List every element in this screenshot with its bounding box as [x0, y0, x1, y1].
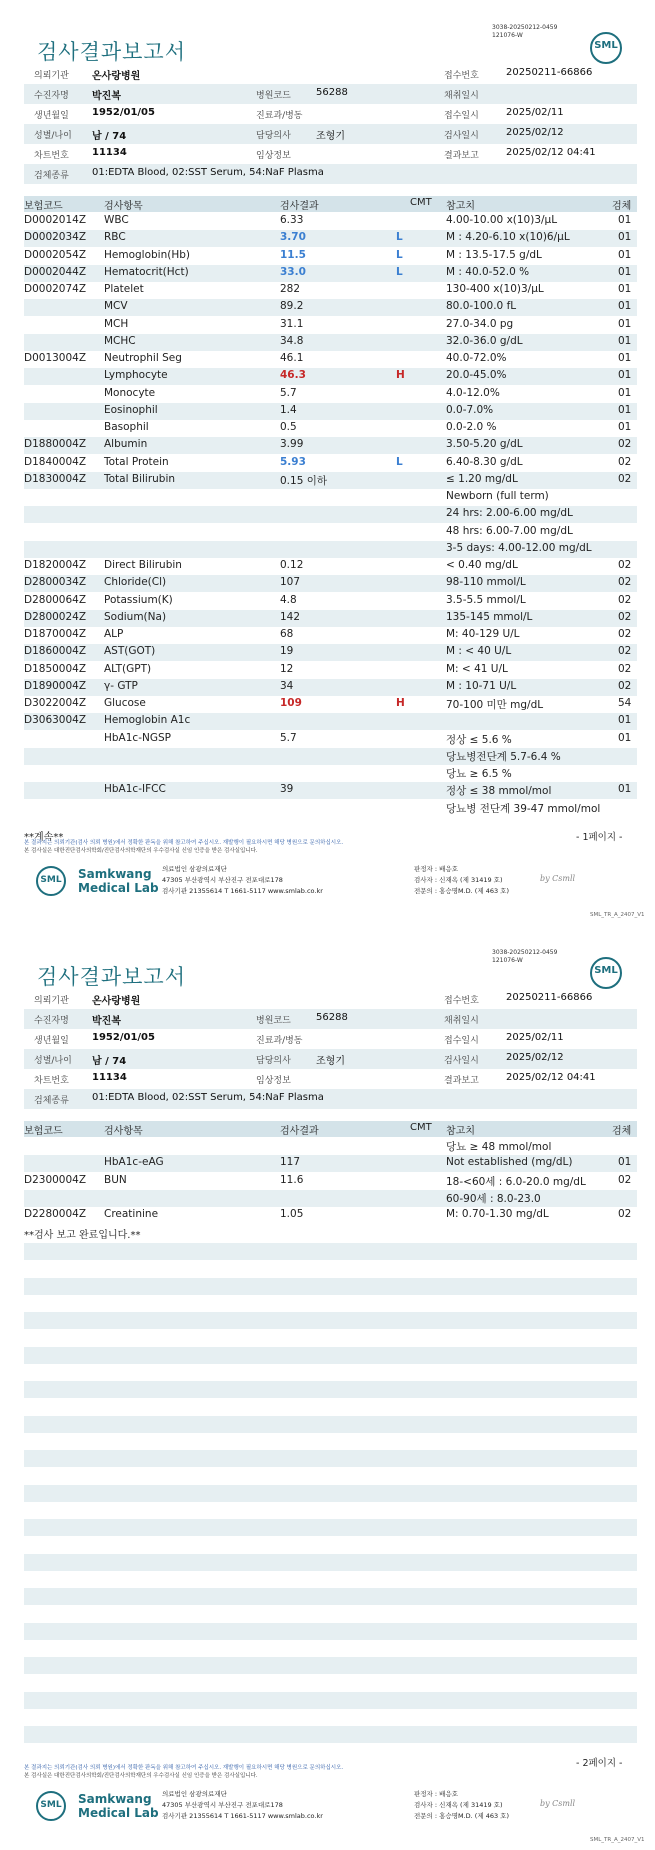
specimen-code: 02	[618, 628, 632, 640]
table-row	[24, 1155, 637, 1172]
specimen-code: 01	[618, 783, 632, 796]
table-row	[24, 437, 637, 454]
test-name: ALT(GPT)	[104, 662, 152, 675]
specimen-code: 01	[618, 300, 632, 313]
empty-row	[24, 1519, 637, 1536]
test-result: 11.6	[280, 1173, 304, 1186]
reference-range: 정상 ≤ 5.6 %	[446, 733, 512, 746]
reference-range: 4.0-12.0%	[446, 386, 500, 399]
specimen-code: 01	[618, 317, 632, 330]
table-row	[24, 524, 637, 541]
specimen-code: 02	[618, 472, 632, 485]
table-row	[24, 1207, 637, 1224]
insurance-code: D1820004Z	[24, 559, 87, 571]
table-row	[24, 644, 637, 661]
reference-range: 4.00-10.00 x(10)3/μL	[446, 214, 558, 226]
reference-range: M : 40.0-52.0 %	[446, 265, 530, 278]
table-row	[24, 420, 637, 437]
page-title: 검사결과보고서	[37, 40, 187, 64]
table-row	[24, 472, 637, 489]
table-row	[24, 299, 637, 316]
empty-row	[24, 1536, 637, 1553]
empty-row	[24, 1243, 637, 1260]
insurance-code: D1890004Z	[24, 679, 87, 692]
table-row	[24, 282, 637, 299]
specimen-code: 01	[618, 231, 632, 244]
staff-info: 판정자 : 배응호 검사자 : 신재옥 (제 31419 호) 전문의 : 홍승명M.D. (제 463 호)	[414, 865, 509, 895]
specimen-code: 01	[618, 403, 632, 416]
result-flag: H	[396, 369, 405, 382]
test-result: 5.7	[280, 731, 297, 744]
report-page-2: 3038-20250212-0459 121076-W 검사결과보고서 SML 의뢰기관 온사랑병원 접수번호 20250211-66866 수진자명 박진복 병원코드 56288 채취일시 생년월일 1952/01/05 진료과/병동 접수일시 2025/02/11 성별/나이 남 / 74 담당의사 조형기 검사일시 2025/02/12 차트번호 11134 임상정보 결과보고 2025/02/12 04:41 검체종류 01:EDTA Blood, 02:SST Serum, 54:NaF Plasma 보험코드 검사항목 검사결과 CMT 참고치 검체 당뇨 ≥ 48 mmol/mol HbA1c-eAG 117 Not established (mg/dL) 01 D2300004Z BUN 11.6 18-<60세 : 6.0-20.0 mg/dL 02 60-90세 : 8.0-23.0 D2280004Z Creatinine 1.05 M: 0.70-1.30 mg/dL 02 **검사 보고 완료입니다.** 본 결과지는 의뢰기관(검사 의뢰 병원)에서 정확한 판독을 위해 참고하여 주십시오. 재발행이 필요하시면 해당 병원으로 문의하십시오. - 2페이지 - 본 검사실은 대한진단검사의학회/진단검사의학재단의 우수검사실 신임 인증을 받은 검사실입니다. SML Samkwang Medical Lab 의료법인 삼광의료재단 47305 부산광역시 부산진구 전포대로178 검사기관 21355614 T 1661-5117 www.smlab.co.kr 판정자 : 배응호 검사자 : 신재옥 (제 31419 호) 전문의 : 홍승명M.D. (제 463 호) by Csmll SML_TR_A_2407_V1	[24, 949, 645, 1843]
empty-row	[24, 1433, 637, 1450]
test-name: Total Bilirubin	[104, 472, 176, 485]
table-row	[24, 265, 637, 282]
test-name: BUN	[104, 1173, 127, 1186]
reference-range: 20.0-45.0%	[446, 369, 507, 382]
certification-note: 본 검사실은 대한진단검사의학회/진단검사의학재단의 우수검사실 신임 인증을 받은 검사실입니다.	[24, 1773, 258, 1779]
test-name: Chloride(Cl)	[104, 576, 167, 589]
org-name: Samkwang Medical Lab	[78, 867, 159, 895]
results-table-header: 보험코드 검사항목 검사결과 CMT 참고치 검체	[24, 196, 637, 212]
test-name: Sodium(Na)	[104, 610, 167, 623]
empty-row	[24, 1674, 637, 1691]
insurance-code: D1870004Z	[24, 628, 87, 640]
test-result: 109	[280, 697, 302, 709]
table-row	[24, 800, 637, 817]
test-name: Potassium(K)	[104, 593, 173, 606]
insurance-code: D1830004Z	[24, 472, 87, 485]
specimen-code: 01	[618, 334, 632, 347]
result-flag: L	[396, 231, 403, 244]
reference-range: M : < 40 U/L	[446, 645, 512, 658]
insurance-code: D0013004Z	[24, 352, 87, 364]
result-flag: L	[396, 265, 403, 278]
test-name: Monocyte	[104, 386, 156, 399]
test-name: Eosinophil	[104, 403, 158, 416]
table-row	[24, 679, 637, 696]
empty-row	[24, 1278, 637, 1295]
empty-row	[24, 1364, 637, 1381]
disclaimer-note: 본 결과지는 의뢰기관(검사 의뢰 병원)에서 정확한 판독을 위해 참고하여 주십시오. 재발행이 필요하시면 해당 병원으로 문의하십시오.	[24, 1765, 344, 1771]
test-result: 31.1	[280, 317, 304, 330]
insurance-code: D2800024Z	[24, 610, 87, 623]
test-result: 19	[280, 645, 294, 658]
signature: by Csmll	[540, 1799, 576, 1808]
test-result: 89.2	[280, 300, 304, 313]
test-name: Hemoglobin(Hb)	[104, 248, 191, 261]
table-row	[24, 230, 637, 247]
reference-range: 3.50-5.20 g/dL	[446, 438, 523, 451]
empty-row	[24, 1485, 637, 1502]
reference-range: 70-100 미만 mg/dL	[446, 699, 544, 711]
test-result: 39	[280, 783, 294, 796]
document-id: 3038-20250212-0459 121076-W	[492, 949, 558, 964]
report-date-value: 2025/02/12 04:41	[506, 1072, 596, 1083]
test-result: 0.12	[280, 559, 304, 571]
test-result: 34.8	[280, 334, 304, 347]
insurance-code: D3063004Z	[24, 714, 87, 727]
test-result: 68	[280, 628, 294, 640]
sml-logo-text: SML	[594, 40, 618, 51]
reference-range: 40.0-72.0%	[446, 352, 507, 364]
test-result: 34	[280, 679, 294, 692]
empty-row	[24, 1450, 637, 1467]
test-result: 3.99	[280, 438, 304, 451]
empty-row	[24, 1726, 637, 1743]
test-result: 1.4	[280, 403, 297, 416]
test-name: Albumin	[104, 438, 148, 451]
specimen-code: 01	[618, 352, 632, 364]
table-row	[24, 489, 637, 506]
table-row	[24, 368, 637, 385]
test-name: MCV	[104, 300, 128, 313]
specimen-code: 02	[618, 1208, 632, 1220]
chart-no-value: 11134	[92, 147, 127, 158]
table-row	[24, 696, 637, 713]
empty-row	[24, 1295, 637, 1312]
empty-row	[24, 1571, 637, 1588]
table-row	[24, 748, 637, 765]
empty-row	[24, 1657, 637, 1674]
table-row	[24, 317, 637, 334]
test-date-value: 2025/02/12	[506, 127, 564, 138]
specimen-value: 01:EDTA Blood, 02:SST Serum, 54:NaF Plasma	[92, 167, 324, 178]
test-name: Hemoglobin A1c	[104, 714, 191, 727]
table-row	[24, 782, 637, 799]
reference-range: 130-400 x(10)3/μL	[446, 283, 544, 295]
test-name: WBC	[104, 214, 129, 226]
test-date-value: 2025/02/12	[506, 1052, 564, 1063]
table-row	[24, 593, 637, 610]
doctor-value: 조형기	[316, 131, 345, 142]
test-result: 282	[280, 283, 301, 295]
reference-range: 60-90세 : 8.0-23.0	[446, 1192, 541, 1205]
test-result: 117	[280, 1156, 301, 1169]
test-name: Total Protein	[104, 455, 169, 468]
specimen-code: 02	[618, 679, 632, 692]
page-title: 검사결과보고서	[37, 965, 187, 989]
table-row	[24, 610, 637, 627]
insurance-code: D1840004Z	[24, 455, 87, 468]
certification-note: 본 검사실은 대한진단검사의학회/진단검사의학재단의 우수검사실 신임 인증을 받은 검사실입니다.	[24, 848, 258, 854]
reference-range: 당뇨병전단계 5.7-6.4 %	[446, 750, 561, 763]
empty-row	[24, 1398, 637, 1415]
disclaimer-note: 본 결과지는 의뢰기관(검사 의뢰 병원)에서 정확한 판독을 위해 참고하여 주십시오. 재발행이 필요하시면 해당 병원으로 문의하십시오.	[24, 840, 344, 846]
insurance-code: D0002044Z	[24, 265, 87, 278]
result-flag: H	[396, 697, 405, 709]
insurance-code: D0002054Z	[24, 248, 87, 261]
reference-range: < 0.40 mg/dL	[446, 559, 518, 571]
specimen-code: 02	[618, 645, 632, 658]
test-result: 46.1	[280, 352, 304, 364]
empty-row	[24, 1260, 637, 1277]
insurance-code: D2800064Z	[24, 593, 87, 606]
table-row	[24, 627, 637, 644]
empty-row	[24, 1329, 637, 1346]
specimen-code: 02	[618, 610, 632, 623]
birth-value: 1952/01/05	[92, 1032, 155, 1043]
specimen-value: 01:EDTA Blood, 02:SST Serum, 54:NaF Plasma	[92, 1092, 324, 1103]
result-flag: L	[396, 455, 403, 468]
test-name: HbA1c-eAG	[104, 1156, 164, 1169]
specimen-code: 01	[618, 714, 632, 727]
specimen-code: 02	[618, 576, 632, 589]
chart-no-value: 11134	[92, 1072, 127, 1083]
reference-range: 3.5-5.5 mmol/L	[446, 593, 526, 606]
institution-value: 온사랑병원	[92, 71, 141, 82]
test-name: Neutrophil Seg	[104, 352, 182, 364]
specimen-code: 01	[618, 421, 632, 433]
table-row	[24, 765, 637, 782]
test-result: 0.15 이하	[280, 474, 328, 487]
table-row	[24, 1190, 637, 1207]
test-name: Creatinine	[104, 1208, 159, 1220]
org-address: 의료법인 삼광의료재단 47305 부산광역시 부산진구 전포대로178 검사기관 21355614 T 1661-5117 www.smlab.co.kr	[162, 865, 323, 895]
test-name: MCH	[104, 317, 129, 330]
document-id: 3038-20250212-0459 121076-W	[492, 24, 558, 39]
report-page-1: 3038-20250212-0459 121076-W 검사결과보고서 SML 의뢰기관 온사랑병원 접수번호 20250211-66866 수진자명 박진복 병원코드 56288 채취일시 생년월일 1952/01/05 진료과/병동 접수일시 2025/02/11 성별/나이 남 / 74 담당의사 조형기 검사일시 2025/02/12 차트번호 11134 임상정보 결과보고 2025/02/12 04:41 검체종류 01:EDTA Blood, 02:SST Serum, 54:NaF Plasma 보험코드 검사항목 검사결과 CMT 참고치 검체 D0002014Z WBC 6.33 4.00-10.00 x(10)3/μL 01 D0002034Z RBC 3.70 L M : 4.20-6.10 x(10)6/μL 01 D0002054Z Hemoglobin(Hb) 11.5 L M : 13.5-17.5 g/dL 01 D0002044Z Hematocrit(Hct) 33.0 L M : 40.0-52.0 % 01 D0002074Z Platelet 282 130-400 x(10)3/μL 01 MCV 89.2 80.0-100.0 fL 01 MCH 31.1 27.0-34.0 pg 01 MCHC 34.8 32.0-36.0 g/dL 01 D0013004Z Neutrophil Seg 46.1 40.0-72.0% 01 Lymphocyte 46.3 H 20.0-45.0% 01 Monocyte 5.7 4.0-12.0% 01 Eosinophil 1.4 0.0-7.0% 01 Basophil 0.5 0.0-2.0 % 01 D1880004Z Albumin 3.99 3.50-5.20 g/dL 02 D1840004Z Total Protein 5.93 L 6.40-8.30 g/dL 02 D1830004Z Total Bilirubin 0.15 이하 ≤ 1.20 mg/dL 02 Newborn (full term) 24 hrs: 2.00-6.00 mg/dL 48 hrs: 6.00-7.00 mg/dL 3-5 days: 4.00-12.00 mg/dL D1820004Z Direct Bilirubin 0.12 < 0.40 mg/dL 02 D2800034Z Chloride(Cl) 107 98-110 mmol/L 02 D2800064Z Potassium(K) 4.8 3.5-5.5 mmol/L 02 D2800024Z Sodium(Na) 142 135-145 mmol/L 02 D1870004Z ALP 68 M: 40-129 U/L 02 D1860004Z AST(GOT) 19 M : < 40 U/L 02 D1850004Z ALT(GPT) 12 M: < 41 U/L 02 D1890004Z γ- GTP 34 M : 10-71 U/L 02 D3022004Z Glucose 109 H 70-100 미만 mg/dL 54 D3063004Z Hemoglobin A1c 01 HbA1c-NGSP 5.7 정상 ≤ 5.6 % 01 당뇨병전단계 5.7-6.4 % 당뇨 ≥ 6.5 % HbA1c-IFCC 39 정상 ≤ 38 mmol/mol 01 당뇨병 전단계 39-47 mmol/mol **계속** - 1페이지 - 본 결과지는 의뢰기관(검사 의뢰 병원)에서 정확한 판독을 위해 참고하여 주십시오. 재발행이 필요하시면 해당 병원으로 문의하십시오. 본 검사실은 대한진단검사의학회/진단검사의학재단의 우수검사실 신임 인증을 받은 검사실입니다. SML Samkwang Medical Lab 의료법인 삼광의료재단 47305 부산광역시 부산진구 전포대로178 검사기관 21355614 T 1661-5117 www.smlab.co.kr 판정자 : 배응호 검사자 : 신재옥 (제 31419 호) 전문의 : 홍승명M.D. (제 463 호) by Csmll SML_TR_A_2407_V1	[24, 24, 645, 918]
specimen-code: 02	[618, 559, 632, 571]
receipt-no-value: 20250211-66866	[506, 67, 593, 78]
report-date-value: 2025/02/12 04:41	[506, 147, 596, 158]
reference-range: M : 10-71 U/L	[446, 679, 517, 692]
empty-row	[24, 1623, 637, 1640]
page-number: - 2페이지 -	[576, 1758, 623, 1769]
result-flag: L	[396, 248, 403, 261]
reference-range: 당뇨병 전단계 39-47 mmol/mol	[446, 802, 601, 815]
insurance-code: D1860004Z	[24, 645, 87, 658]
specimen-code: 02	[618, 1173, 632, 1186]
specimen-code: 02	[618, 593, 632, 606]
empty-row	[24, 1312, 637, 1329]
insurance-code: D0002014Z	[24, 214, 87, 226]
empty-row	[24, 1692, 637, 1709]
table-row	[24, 558, 637, 575]
reference-range: 80.0-100.0 fL	[446, 300, 517, 313]
empty-row	[24, 1588, 637, 1605]
continue-text: **계속**	[24, 832, 64, 843]
table-row	[24, 403, 637, 420]
reference-range: 27.0-34.0 pg	[446, 317, 514, 330]
table-row	[24, 248, 637, 265]
table-row	[24, 386, 637, 403]
sex-age-value: 남 / 74	[92, 1056, 127, 1067]
org-name: Samkwang Medical Lab	[78, 1792, 159, 1820]
signature: by Csmll	[540, 874, 576, 883]
test-result: 11.5	[280, 248, 306, 261]
insurance-code: D2300004Z	[24, 1173, 87, 1186]
insurance-code: D0002034Z	[24, 231, 87, 244]
test-name: Hematocrit(Hct)	[104, 265, 189, 278]
test-result: 5.7	[280, 386, 297, 399]
test-name: RBC	[104, 231, 126, 244]
specimen-code: 01	[618, 386, 632, 399]
insurance-code: D2280004Z	[24, 1208, 87, 1220]
table-row	[24, 351, 637, 368]
table-row	[24, 575, 637, 592]
reference-range: M : 4.20-6.10 x(10)6/μL	[446, 231, 570, 244]
insurance-code: D3022004Z	[24, 697, 87, 709]
birth-value: 1952/01/05	[92, 107, 155, 118]
reference-range: M: < 41 U/L	[446, 662, 508, 675]
reference-range: 당뇨 ≥ 6.5 %	[446, 768, 512, 780]
test-result: 3.70	[280, 231, 306, 244]
results-table-header: 보험코드 검사항목 검사결과 CMT 참고치 검체	[24, 1121, 637, 1137]
test-result: 6.33	[280, 214, 304, 226]
empty-row	[24, 1605, 637, 1622]
table-row	[24, 1138, 637, 1155]
reference-range: 98-110 mmol/L	[446, 576, 526, 589]
reference-range: 48 hrs: 6.00-7.00 mg/dL	[446, 524, 573, 537]
receipt-date-value: 2025/02/11	[506, 107, 564, 118]
receipt-no-value: 20250211-66866	[506, 992, 593, 1003]
reference-range: M : 13.5-17.5 g/dL	[446, 248, 542, 261]
specimen-code: 01	[618, 214, 632, 226]
test-result: 12	[280, 662, 294, 675]
specimen-code: 01	[618, 248, 632, 261]
test-result: 0.5	[280, 421, 297, 433]
table-row	[24, 541, 637, 558]
page-number: - 1페이지 -	[576, 832, 623, 843]
empty-row	[24, 1381, 637, 1398]
reference-range: M: 0.70-1.30 mg/dL	[446, 1208, 549, 1220]
reference-range: 135-145 mmol/L	[446, 610, 533, 623]
test-name: Basophil	[104, 421, 149, 433]
empty-row	[24, 1347, 637, 1364]
empty-row	[24, 1502, 637, 1519]
test-result: 1.05	[280, 1208, 304, 1220]
reference-range: 3-5 days: 4.00-12.00 mg/dL	[446, 541, 592, 554]
specimen-code: 01	[618, 265, 632, 278]
form-number: SML_TR_A_2407_V1	[590, 1837, 645, 1843]
test-name: Direct Bilirubin	[104, 559, 182, 571]
specimen-code: 54	[618, 697, 632, 709]
receipt-date-value: 2025/02/11	[506, 1032, 564, 1043]
specimen-code: 01	[618, 283, 632, 295]
test-result: 5.93	[280, 455, 306, 468]
reference-range: 18-<60세 : 6.0-20.0 mg/dL	[446, 1175, 586, 1188]
sml-logo-text: SML	[594, 965, 618, 976]
test-name: Lymphocyte	[104, 369, 168, 382]
sml-footer-logo-text: SML	[40, 1800, 62, 1810]
empty-row	[24, 1467, 637, 1484]
test-name: Glucose	[104, 697, 146, 709]
test-name: AST(GOT)	[104, 645, 156, 658]
table-row	[24, 334, 637, 351]
empty-row	[24, 1554, 637, 1571]
specimen-code: 01	[618, 1156, 632, 1169]
institution-value: 온사랑병원	[92, 996, 141, 1007]
reference-range: 32.0-36.0 g/dL	[446, 334, 523, 347]
table-row	[24, 1173, 637, 1190]
specimen-code: 02	[618, 455, 632, 468]
patient-name-value: 박진복	[92, 1016, 121, 1027]
reference-range: 24 hrs: 2.00-6.00 mg/dL	[446, 507, 573, 520]
test-name: HbA1c-NGSP	[104, 731, 171, 744]
sex-age-value: 남 / 74	[92, 131, 127, 142]
specimen-code: 02	[618, 662, 632, 675]
test-name: HbA1c-IFCC	[104, 783, 166, 796]
reference-range: 6.40-8.30 g/dL	[446, 455, 523, 468]
reference-range: 정상 ≤ 38 mmol/mol	[446, 785, 552, 798]
specimen-code: 02	[618, 438, 632, 451]
empty-row	[24, 1640, 637, 1657]
test-result: 33.0	[280, 265, 306, 278]
reference-range: ≤ 1.20 mg/dL	[446, 472, 518, 485]
specimen-code: 01	[618, 369, 632, 382]
insurance-code: D1880004Z	[24, 438, 87, 451]
test-result: 4.8	[280, 593, 297, 606]
test-result: 142	[280, 610, 301, 623]
test-name: MCHC	[104, 334, 136, 347]
table-row	[24, 662, 637, 679]
patient-name-value: 박진복	[92, 91, 121, 102]
hospital-code-value: 56288	[316, 1012, 348, 1023]
empty-row	[24, 1709, 637, 1726]
hospital-code-value: 56288	[316, 87, 348, 98]
table-row	[24, 213, 637, 230]
table-row	[24, 455, 637, 472]
org-address: 의료법인 삼광의료재단 47305 부산광역시 부산진구 전포대로178 검사기관 21355614 T 1661-5117 www.smlab.co.kr	[162, 1790, 323, 1820]
test-result: 107	[280, 576, 301, 589]
table-row	[24, 713, 637, 730]
reference-range: 0.0-2.0 %	[446, 421, 497, 433]
reference-range: Not established (mg/dL)	[446, 1156, 573, 1169]
specimen-code: 01	[618, 731, 632, 744]
form-number: SML_TR_A_2407_V1	[590, 912, 645, 918]
empty-row	[24, 1743, 637, 1760]
reference-range: 당뇨 ≥ 48 mmol/mol	[446, 1141, 552, 1153]
table-row	[24, 506, 637, 523]
test-name: ALP	[104, 628, 124, 640]
table-row	[24, 731, 637, 748]
insurance-code: D0002074Z	[24, 283, 87, 295]
staff-info: 판정자 : 배응호 검사자 : 신재옥 (제 31419 호) 전문의 : 홍승명M.D. (제 463 호)	[414, 1790, 509, 1820]
reference-range: 0.0-7.0%	[446, 403, 494, 416]
test-name: γ- GTP	[104, 679, 138, 692]
test-result: 46.3	[280, 369, 306, 382]
doctor-value: 조형기	[316, 1056, 345, 1067]
reference-range: Newborn (full term)	[446, 490, 549, 502]
test-name: Platelet	[104, 283, 144, 295]
insurance-code: D2800034Z	[24, 576, 87, 589]
reference-range: M: 40-129 U/L	[446, 628, 520, 640]
insurance-code: D1850004Z	[24, 662, 87, 675]
report-complete-text: **검사 보고 완료입니다.**	[24, 1230, 141, 1241]
sml-footer-logo-text: SML	[40, 875, 62, 885]
empty-row	[24, 1416, 637, 1433]
